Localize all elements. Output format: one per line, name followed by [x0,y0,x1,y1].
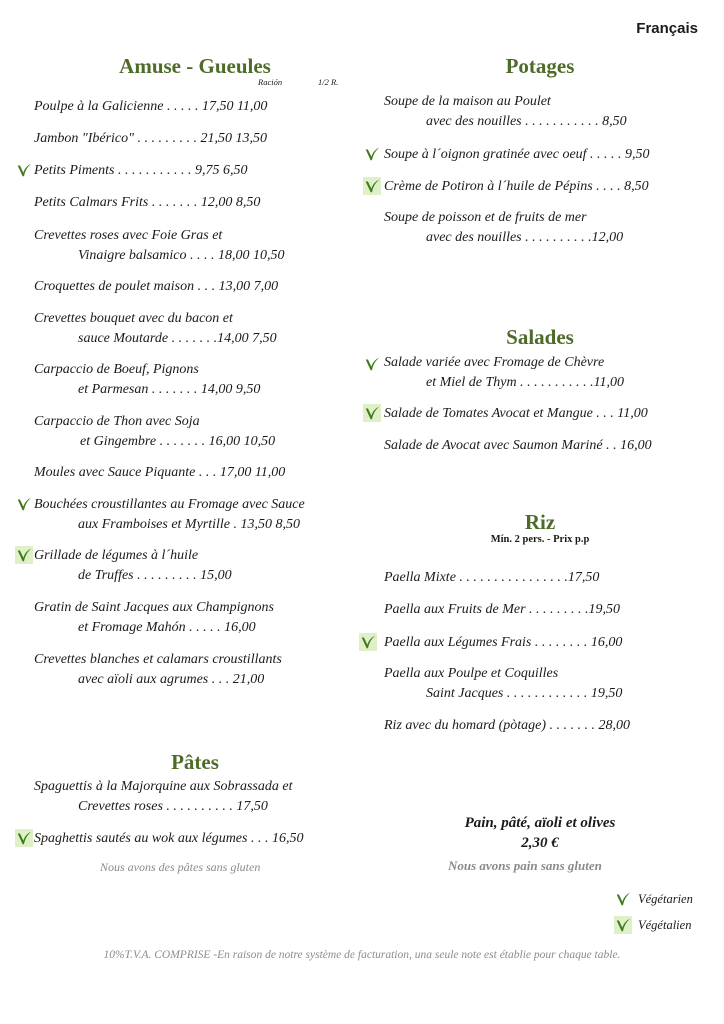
riz-heading: Riz [524,510,556,534]
col-racion-label: Ración [258,77,283,87]
salades-heading: Salades [506,325,574,349]
amuse-gueules-heading: Amuse - Gueules [119,54,271,78]
menu-item: Soupe de poisson et de fruits de mer avec des nouilles . . . . . . . . . .12,00 [384,210,624,245]
bread-price: 2,30 € [521,835,559,851]
menu-item: Salade de Tomates Avocat et Mangue . . . 11,00 [384,406,648,421]
gluten-free-bread-note: Nous avons pain sans gluten [448,858,602,873]
menu-item: Crevettes bouquet avec du bacon et sauce Moutarde . . . . . . .14,00 7,50 [34,311,277,346]
menu-item: Crevettes blanches et calamars croustillants avec aïoli aux agrumes . . . 21,00 [34,652,282,687]
menu-item: Carpaccio de Boeuf, Pignons et Parmesan . . . . . . . 14,00 9,50 [34,362,261,397]
potages-heading: Potages [505,54,575,78]
menu-item: Paella Mixte . . . . . . . . . . . . . . . .17,50 [384,570,600,585]
menu-item: Carpaccio de Thon avec Soja et Gingembre . . . . . . . 16,00 10,50 [34,414,276,449]
vegetarian-icon [363,355,381,373]
menu-item: Soupe à l´oignon gratinée avec oeuf . . . . . 9,50 [384,147,650,162]
menu-item: Riz avec du homard (pòtage) . . . . . . . 28,00 [384,718,630,733]
gluten-free-pasta-note: Nous avons des pâtes sans gluten [100,860,261,874]
vegan-icon [363,404,381,422]
vegan-icon [359,633,377,651]
menu-item: Poulpe à la Galicienne . . . . . 17,50 11,00 [34,99,268,114]
vegetarian-legend-label: Végétarien [638,892,693,906]
menu-item: Bouchées croustillantes au Fromage avec Sauce aux Framboises et Myrtille . 13,50 8,50 [34,497,305,532]
menu-item: Gratin de Saint Jacques aux Champignons et Fromage Mahón . . . . . 16,00 [34,600,274,635]
riz-subtitle: Mín. 2 pers. - Prix p.p [490,534,590,545]
menu-item: Moules avec Sauce Piquante . . . 17,00 11,00 [34,465,286,480]
menu-item: Spaguettis à la Majorquine aux Sobrassada et Crevettes roses . . . . . . . . . . 17,50 [34,779,293,814]
menu-item: Soupe de la maison au Poulet avec des nouilles . . . . . . . . . . . 8,50 [384,94,627,129]
menu-item: Paella aux Légumes Frais . . . . . . . . 16,00 [384,635,623,650]
vegetarian-legend-icon [614,890,632,908]
vegan-icon [15,546,33,564]
menu-item: Petits Piments . . . . . . . . . . . 9,75 6,50 [34,163,248,178]
menu-item: Crevettes roses avec Foie Gras et Vinaigre balsamico . . . . 18,00 10,50 [34,228,285,263]
vegan-legend-label: Végétalien [638,918,692,932]
menu-item: Jambon "Ibérico" . . . . . . . . . 21,50 13,50 [34,131,268,146]
menu-item: Salade variée avec Fromage de Chèvre et Miel de Thym . . . . . . . . . . .11,00 [384,355,625,390]
vegetarian-icon [15,161,33,179]
menu-item: Grillade de légumes à l´huile de Truffes . . . . . . . . . 15,00 [34,548,232,583]
menu-item: Croquettes de poulet maison . . . 13,00 7,00 [34,279,279,294]
menu-item: Petits Calmars Frits . . . . . . . 12,00 8,50 [34,195,261,210]
menu-item: Spaghettis sautés au wok aux légumes . . . 16,50 [34,831,304,846]
vegan-legend-icon [614,916,632,934]
language-label: Français [636,20,698,37]
vegan-icon [15,829,33,847]
vegetarian-icon [15,495,33,513]
col-half-label: 1/2 R. [318,77,339,87]
pates-heading: Pâtes [171,750,219,774]
tax-footer-note: 10%T.V.A. COMPRISE -En raison de notre système de facturation, una seule note est établie pour chaque table. [103,949,621,961]
bread-line: Pain, pâté, aïoli et olives [464,815,616,831]
menu-item: Salade de Avocat avec Saumon Mariné . . 16,00 [384,438,652,453]
vegetarian-icon [363,145,381,163]
menu-item: Crème de Potiron à l´huile de Pépins . . . . 8,50 [384,179,649,194]
vegan-icon [363,177,381,195]
menu-item: Paella aux Poulpe et Coquilles Saint Jacques . . . . . . . . . . . . 19,50 [384,666,623,701]
menu-item: Paella aux Fruits de Mer . . . . . . . . .19,50 [384,602,621,617]
